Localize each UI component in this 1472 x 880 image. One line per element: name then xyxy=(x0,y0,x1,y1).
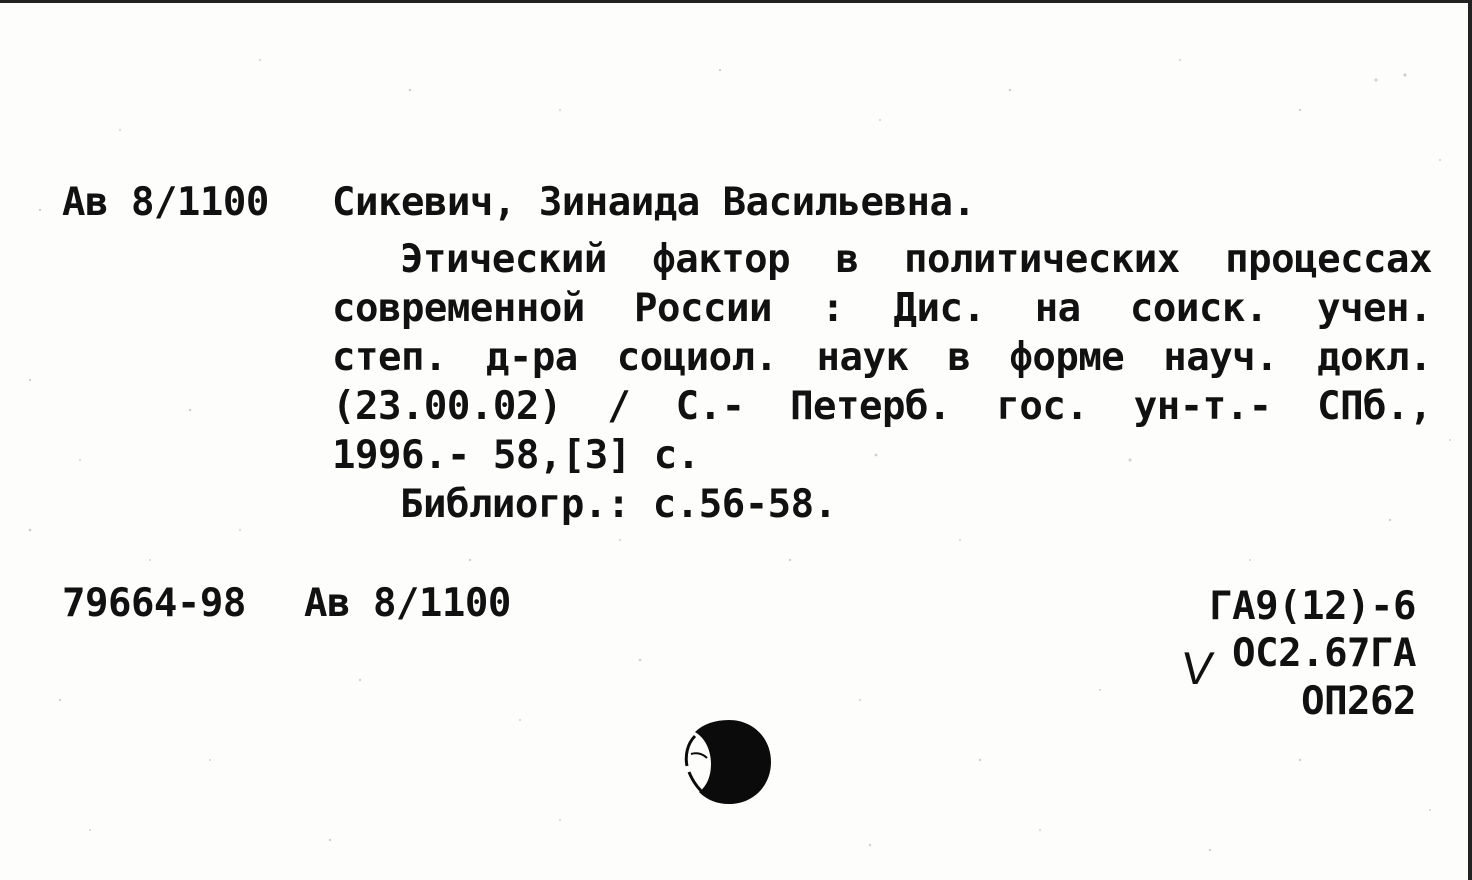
author-heading: Сикевич, Зинаида Васильевна. xyxy=(332,180,976,225)
inventory-number: 79664-98 xyxy=(62,581,246,626)
description-line: (23.00.02) / С.- Петерб. гос. ун-т.- СПб., xyxy=(332,384,1432,429)
description-line: современной России : Дис. на соиск. учен. xyxy=(332,286,1432,331)
card-right-edge xyxy=(1468,0,1472,880)
description-line: Этический фактор в политических процессах xyxy=(400,237,1432,282)
description-line: степ. д-ра социол. наук в форме науч. докл. xyxy=(332,335,1432,380)
inventory-shelfmark: Ав 8/1100 xyxy=(304,581,511,626)
classification-primary: ГА9(12)-6 xyxy=(1209,584,1416,629)
card-top-edge xyxy=(0,0,1472,3)
shelfmark: Ав 8/1100 xyxy=(62,180,269,225)
bibliography-note: Библиогр.: с.56-58. xyxy=(400,482,837,527)
check-mark: V xyxy=(1178,642,1216,694)
classification-secondary: ОС2.67ГА xyxy=(1232,631,1416,676)
classification-tertiary: ОП262 xyxy=(1301,679,1416,724)
description-line: 1996.- 58,[3] с. xyxy=(332,433,700,478)
punch-hole xyxy=(683,716,775,808)
